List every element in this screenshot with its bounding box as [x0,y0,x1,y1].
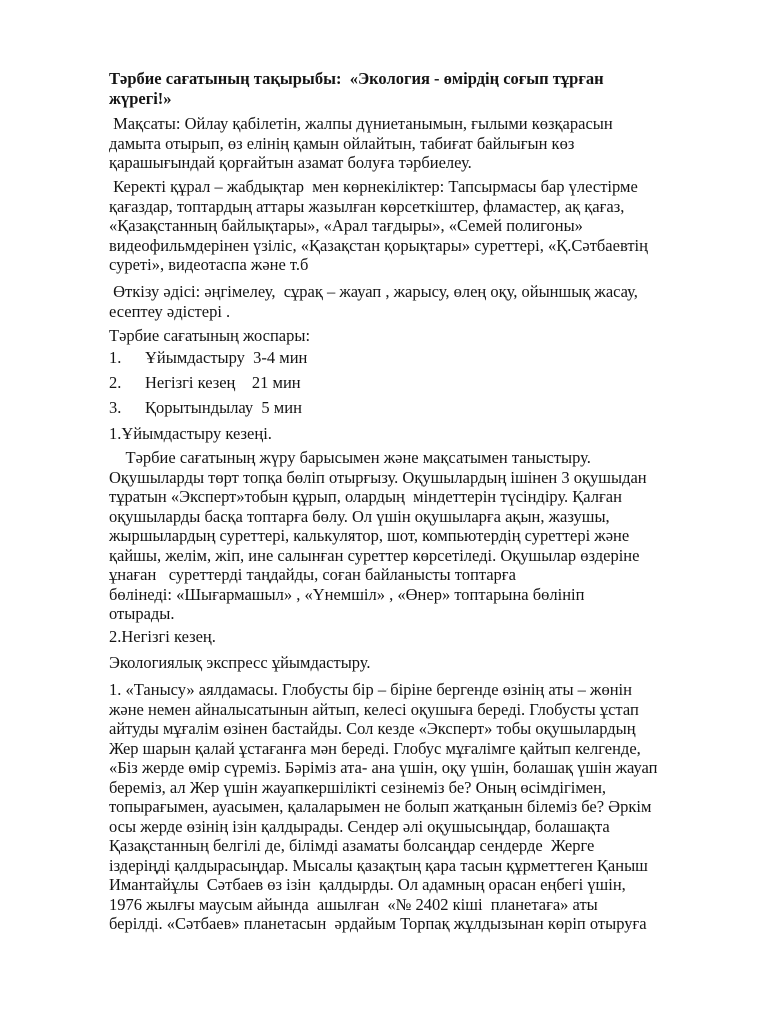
section-subheading-text: Экологиялық экспресс ұйымдастыру. [109,653,371,672]
plan-heading [109,326,749,346]
plan-heading-text: Тәрбие сағатының жоспары: [109,326,311,345]
paragraph-line: Тәрбие сағатының жүру барысымен және мақсатымен таныстыру. [109,448,591,467]
paragraph-line: осы жерде өзінің ізін қалдырады. Сендер әлі оқушысыңдар, болашақта [109,816,610,836]
paragraph-line: Оқушыларды төрт топқа бөліп отырғызу. Оқушылардың ішінен 3 оқушыдан [109,467,647,487]
section1-paragraph [109,448,749,624]
paragraph-line: есептеу әдістері . [109,301,231,321]
paragraph-line: 1. «Танысу» аялдамасы. Глобусты бір – біріне бергенде өзінің аты – жөнін [109,680,632,699]
paragraph-line: айтуды мұғалім өзінен бастайды. Сол кезде «Эксперт» тобы оқушылардың [109,719,636,738]
list-item [109,398,749,418]
list-item-number: 1. [109,348,122,367]
paragraph-line: Өткізу әдісі: әңгімелеу, сұрақ – жауап , жарысу, өлең оқу, ойыншық жасау, [109,282,638,301]
paragraph-line: «Қазақстанның байлықтары», «Арал тағдыры», «Семей полигоны» [109,216,583,235]
section2-paragraph [109,680,749,934]
document-title [109,69,749,108]
paragraph-line: Имантайұлы Сәтбаев өз ізін қалдырды. Ол адамның орасан еңбегі үшін, [109,875,626,894]
paragraph-line: видеофильмдерінен үзіліс, «Қазақстан қорықтары» суреттері, «Қ.Сәтбаевтің [109,235,648,255]
paragraph-line: бөлінеді: «Шығармашыл» , «Үнемшіл» , «Өнер» топтарына бөлініп [109,584,585,604]
paragraph-line: қарашығындай қорғайтын азамат болуға тәрбиелеу. [109,153,472,172]
paragraph-line: қағаздар, топтардың аттары жазылған көрсеткіштер, фламастер, ақ қағаз, [109,196,625,216]
paragraph-line: топырағымен, ауасымен, қалаларымен не болып жатқанын білеміз бе? Әркім [109,797,652,816]
paragraph-line: 1976 жылғы маусым айында ашылған «№ 2402 кіші планетаға» аты [109,894,598,914]
paragraph-line: берілді. «Сәтбаев» планетасын әрдайым Торпақ жұлдызынан көріп отыруға [109,914,647,933]
section2-heading [109,627,749,647]
plan-list-item [109,348,749,368]
plan-list-item [109,398,749,418]
list-item [109,373,749,393]
title-line: жүрегі!» [109,88,172,108]
paragraph-line: Қазақстанның белгілі де, білімді азаматы болсаңдар сендерде Жерге [109,836,595,855]
paragraph-line: дамыта отырып, өз елінің қамын ойлайтын, табиғат байлығын көз [109,133,575,153]
paragraph-line: Керекті құрал – жабдықтар мен көрнекіліктер: Тапсырмасы бар үлестірме [109,177,638,196]
paragraph-line: және немен айналысатынын айтып, келесі оқушыға береді. Глобусты ұстап [109,699,639,719]
list-item-number: 2. [109,373,122,392]
section-heading-text: 1.Ұйымдастыру кезеңі. [109,424,272,443]
purpose-paragraph [109,114,749,173]
section-heading-text: 2.Негізгі кезең. [109,627,216,646]
paragraph-line: Жер шарын қалай ұстағанға мән береді. Глобус мұғалімге қайтып келгенде, [109,738,641,758]
paragraph-line: іздеріңді қалдырасыңдар. Мысалы қазақтың қара тасын құрметтеген Қаныш [109,855,648,875]
paragraph-line: жыршылардың суреттері, калькулятор, шот, компьютердің суреттері және [109,526,630,545]
list-item-text: Қорытындылау 5 мин [145,398,302,417]
title-line: Тәрбие сағатының тақырыбы: «Экология - өмірдің соғып тұрған [109,69,604,88]
paragraph-line: «Біз жерде өмір сүреміз. Бәріміз ата- ана үшін, оқу үшін, болашақ үшін жауап [109,758,658,777]
paragraph-line: Мақсаты: Ойлау қабілетін, жалпы дүниетанымын, ғылыми көзқарасын [109,114,613,133]
section2-subheading [109,653,749,673]
paragraph-line: отырады. [109,604,175,623]
list-item-number: 3. [109,398,122,417]
plan-list-item [109,373,749,393]
list-item [109,348,749,368]
equipment-paragraph [109,177,749,275]
list-item-text: Негізгі кезең 21 мин [145,373,301,392]
paragraph-line: қайшы, желім, жіп, ине салынған суреттер көрсетіледі. Оқушылар өздеріне [109,545,640,565]
paragraph-line: тұратын «Эксперт»тобын құрып, олардың міндеттерін түсіндіру. Қалған [109,487,622,506]
section1-heading [109,424,749,444]
list-item-text: Ұйымдастыру 3-4 мин [145,348,308,367]
paragraph-line: ұнаған суреттерді таңдайды, соған байланысты топтарға [109,565,516,584]
paragraph-line: береміз, ал Жер үшін жауапкершілікті сезінеміз бе? Оның өсімдігімен, [109,777,607,797]
paragraph-line: оқушыларды басқа топтарға бөлу. Ол үшін оқушыларға ақын, жазушы, [109,506,610,526]
method-paragraph [109,282,749,321]
paragraph-line: суреті», видеотаспа және т.б [109,255,309,274]
